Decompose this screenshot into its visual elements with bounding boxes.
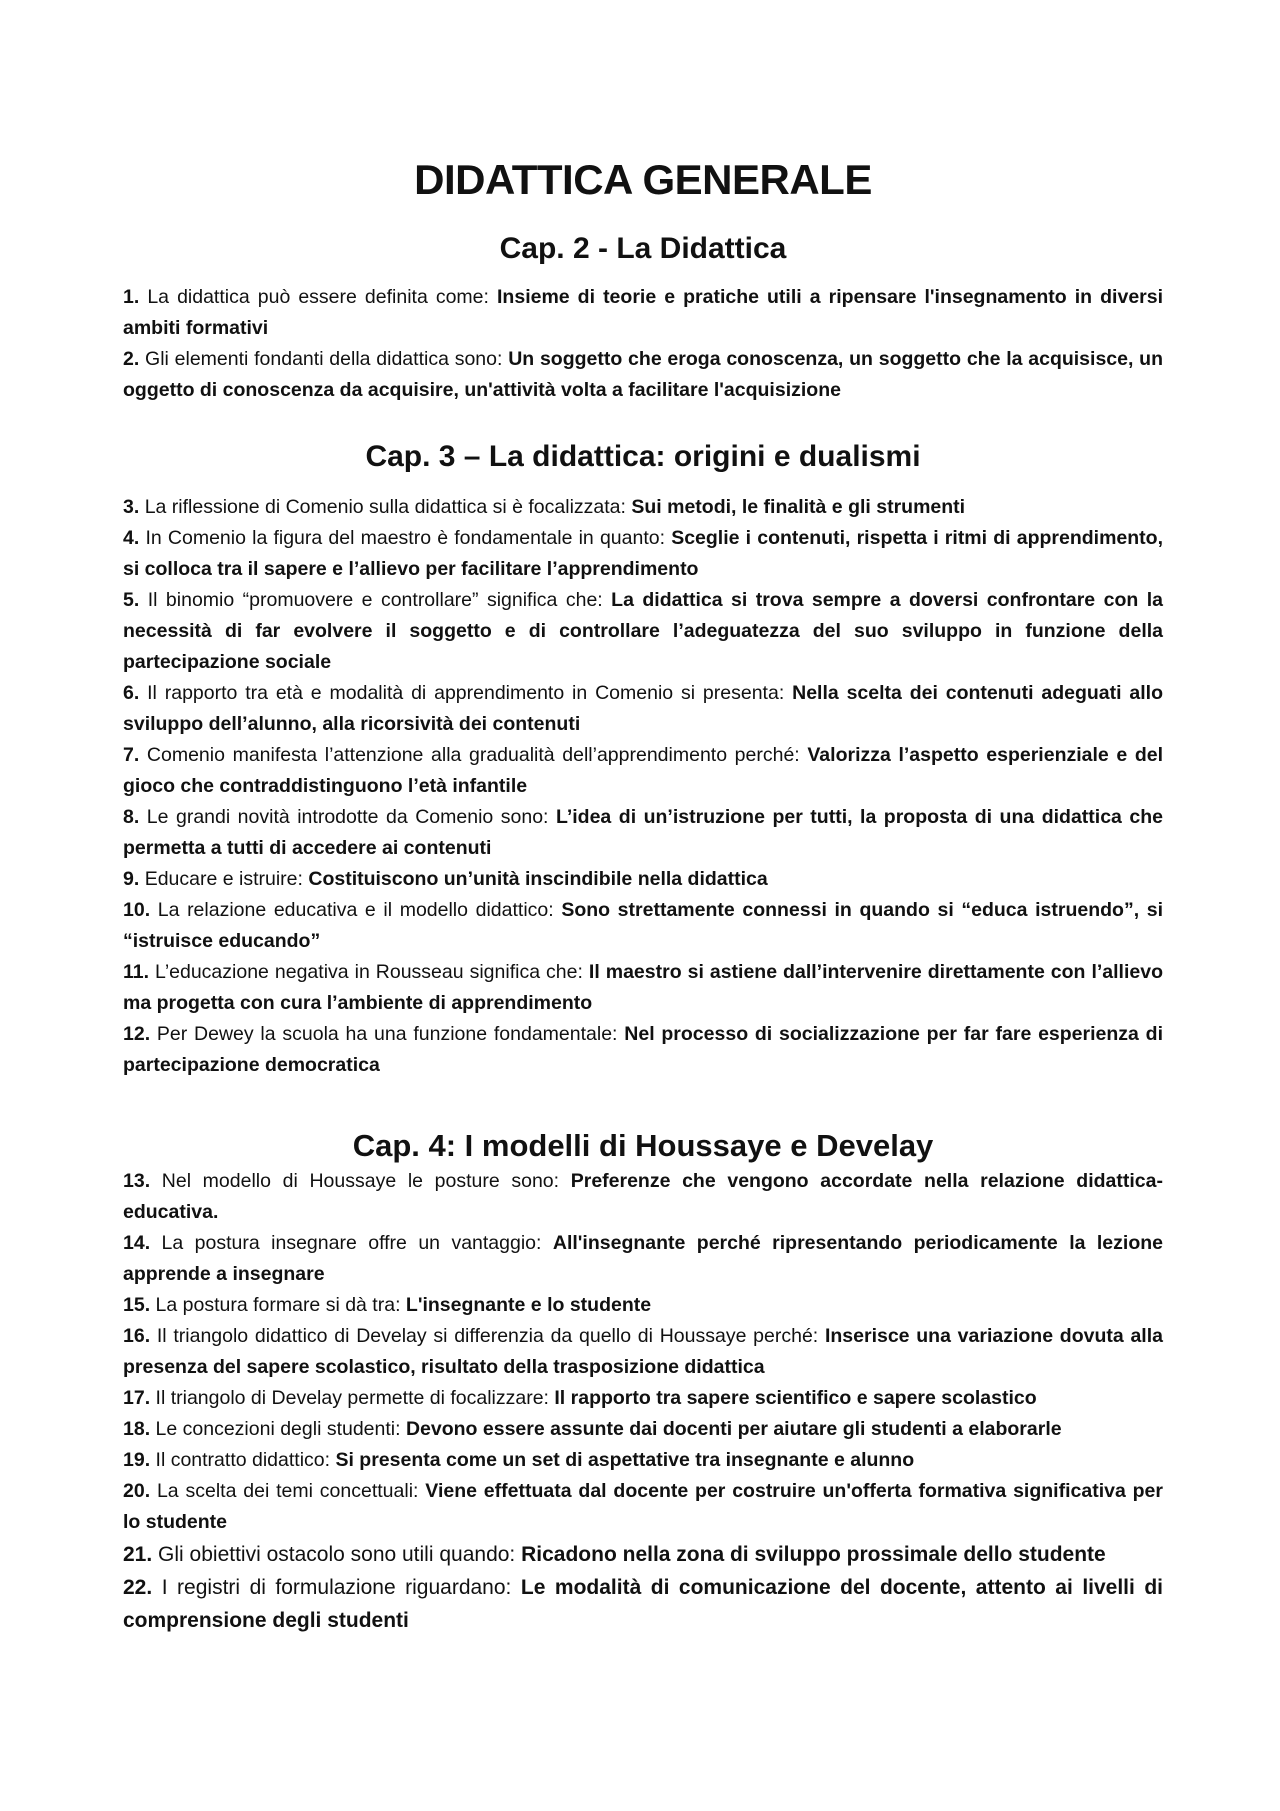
question-number: 9. bbox=[123, 868, 140, 890]
question-answer: Valorizza l’aspetto esperienziale e del gioco che contraddistinguono l’età infantile bbox=[123, 744, 1164, 797]
question-answer: Insieme di teorie e pratiche utili a ripensare l'insegnamento in diversi ambiti formativi bbox=[123, 286, 1164, 339]
question-answer: L'insegnante e lo studente bbox=[405, 1294, 652, 1316]
question-number: 21. bbox=[123, 1543, 153, 1566]
question-number: 22. bbox=[123, 1576, 153, 1599]
chapter-title: Cap. 2 - La Didattica bbox=[499, 232, 787, 265]
question-number: 1. bbox=[123, 286, 140, 308]
question-stem: Per Dewey la scuola ha una funzione fondamentale: bbox=[156, 1023, 618, 1045]
question-number: 19. bbox=[123, 1449, 151, 1471]
question-number: 20. bbox=[123, 1480, 151, 1502]
question-number: 6. bbox=[123, 682, 140, 704]
question-item bbox=[123, 1538, 1163, 1571]
question-answer: Le modalità di comunicazione del docente, attento ai livelli di comprensione degli studenti bbox=[123, 1576, 1164, 1632]
question-list bbox=[123, 282, 1163, 406]
question-stem: Il contratto didattico: bbox=[155, 1449, 331, 1471]
question-answer: Costituiscono un’unità inscindibile nella didattica bbox=[308, 868, 768, 890]
question-item bbox=[123, 864, 1163, 895]
question-item bbox=[123, 802, 1163, 864]
question-stem: I registri di formulazione riguardano: bbox=[161, 1576, 512, 1599]
question-item bbox=[123, 1445, 1163, 1476]
question-stem: La didattica può essere definita come: bbox=[147, 286, 489, 308]
question-item bbox=[123, 1290, 1163, 1321]
question-answer: Un soggetto che eroga conoscenza, un soggetto che la acquisisce, un oggetto di conoscenza da acquisire, un'attività volta a facilitare l'acquisizione bbox=[123, 348, 1163, 401]
question-answer: Il maestro si astiene dall’intervenire direttamente con l’allievo ma progetta con cura l’ambiente di apprendimento bbox=[123, 961, 1163, 1014]
question-item bbox=[123, 1571, 1163, 1637]
question-stem: Gli elementi fondanti della didattica sono: bbox=[145, 348, 503, 370]
question-number: 11. bbox=[123, 961, 150, 983]
question-number: 15. bbox=[123, 1294, 151, 1316]
question-answer: Nella scelta dei contenuti adeguati allo sviluppo dell’alunno, alla ricorsività dei contenuti bbox=[123, 682, 1163, 735]
question-stem: Il binomio “promuovere e controllare” significa che: bbox=[147, 589, 603, 611]
question-stem: Le concezioni degli studenti: bbox=[155, 1418, 401, 1440]
question-number: 5. bbox=[123, 589, 140, 611]
question-item bbox=[123, 957, 1163, 1019]
question-answer: Sceglie i contenuti, rispetta i ritmi di apprendimento, si colloca tra il sapere e l’allievo per facilitare l’apprendimento bbox=[123, 527, 1164, 580]
question-stem: La postura formare si dà tra: bbox=[155, 1294, 401, 1316]
question-answer: Devono essere assunte dai docenti per aiutare gli studenti a elaborarle bbox=[405, 1418, 1062, 1440]
question-answer: Ricadono nella zona di sviluppo prossimale dello studente bbox=[521, 1543, 1106, 1566]
question-number: 18. bbox=[123, 1418, 151, 1440]
document-title: DIDATTICA GENERALE bbox=[414, 156, 872, 203]
question-stem: L’educazione negativa in Rousseau significa che: bbox=[155, 961, 583, 983]
question-list bbox=[123, 492, 1163, 1081]
question-item bbox=[123, 1019, 1163, 1081]
question-stem: Le grandi novità introdotte da Comenio sono: bbox=[146, 806, 549, 828]
question-answer: Preferenze che vengono accordate nella relazione didattica-educativa. bbox=[123, 1170, 1163, 1223]
question-answer: La didattica si trova sempre a doversi confrontare con la necessità di far evolvere il soggetto e di controllare l’adeguatezza del suo sviluppo in funzione della partecipazione sociale bbox=[123, 589, 1163, 673]
question-number: 8. bbox=[123, 806, 140, 828]
question-answer: Sono strettamente connessi in quando si “educa istruendo”, si “istruisce educando” bbox=[123, 899, 1164, 952]
chapter-section bbox=[123, 1128, 1163, 1637]
question-item bbox=[123, 1166, 1163, 1228]
question-answer: Nel processo di socializzazione per far fare esperienza di partecipazione democratica bbox=[123, 1023, 1164, 1076]
question-answer: Il rapporto tra sapere scientifico e sapere scolastico bbox=[554, 1387, 1037, 1409]
question-stem: La riflessione di Comenio sulla didattica si è focalizzata: bbox=[144, 496, 626, 518]
question-number: 4. bbox=[123, 527, 140, 549]
question-stem: Il rapporto tra età e modalità di apprendimento in Comenio si presenta: bbox=[147, 682, 785, 704]
question-stem: Nel modello di Houssaye le posture sono: bbox=[161, 1170, 560, 1192]
question-answer: Sui metodi, le finalità e gli strumenti bbox=[631, 496, 966, 518]
chapter-section bbox=[123, 232, 1163, 406]
question-item bbox=[123, 1228, 1163, 1290]
question-item bbox=[123, 492, 1163, 523]
question-item bbox=[123, 1476, 1163, 1538]
question-answer: Si presenta come un set di aspettative tra insegnante e alunno bbox=[335, 1449, 915, 1471]
question-stem: Il triangolo didattico di Develay si differenzia da quello di Houssaye perché: bbox=[156, 1325, 819, 1347]
question-item bbox=[123, 282, 1163, 344]
question-number: 3. bbox=[123, 496, 140, 518]
question-answer: Inserisce una variazione dovuta alla presenza del sapere scolastico, risultato della trasposizione didattica bbox=[123, 1325, 1163, 1378]
question-stem: La relazione educativa e il modello didattico: bbox=[157, 899, 554, 921]
question-item bbox=[123, 523, 1163, 585]
question-stem: Il triangolo di Develay permette di focalizzare: bbox=[155, 1387, 549, 1409]
chapter-title: Cap. 3 – La didattica: origini e dualismi bbox=[365, 440, 921, 473]
question-number: 13. bbox=[123, 1170, 151, 1192]
question-list bbox=[123, 1166, 1163, 1637]
question-number: 2. bbox=[123, 348, 140, 370]
question-answer: All'insegnante perché ripresentando periodicamente la lezione apprende a insegnare bbox=[123, 1232, 1163, 1285]
question-item bbox=[123, 344, 1163, 406]
chapter-title: Cap. 4: I modelli di Houssaye e Develay bbox=[352, 1128, 934, 1163]
question-number: 7. bbox=[123, 744, 140, 766]
question-item bbox=[123, 1414, 1163, 1445]
question-stem: Educare e istruire: bbox=[144, 868, 303, 890]
question-item bbox=[123, 1321, 1163, 1383]
question-stem: La scelta dei temi concettuali: bbox=[156, 1480, 419, 1502]
question-stem: In Comenio la figura del maestro è fondamentale in quanto: bbox=[145, 527, 666, 549]
question-item bbox=[123, 740, 1163, 802]
question-answer: Viene effettuata dal docente per costruire un'offerta formativa significativa per lo studente bbox=[123, 1480, 1163, 1533]
question-number: 12. bbox=[123, 1023, 151, 1045]
question-stem: Comenio manifesta l’attenzione alla gradualità dell’apprendimento perché: bbox=[146, 744, 800, 766]
question-number: 10. bbox=[123, 899, 151, 921]
question-item bbox=[123, 678, 1163, 740]
question-number: 16. bbox=[123, 1325, 151, 1347]
question-stem: La postura insegnare offre un vantaggio: bbox=[161, 1232, 542, 1254]
question-answer: L’idea di un’istruzione per tutti, la proposta di una didattica che permetta a tutti di accedere ai contenuti bbox=[123, 806, 1164, 859]
question-number: 14. bbox=[123, 1232, 151, 1254]
question-item bbox=[123, 1383, 1163, 1414]
question-item bbox=[123, 895, 1163, 957]
chapter-section bbox=[123, 440, 1163, 1081]
question-stem: Gli obiettivi ostacolo sono utili quando: bbox=[158, 1543, 516, 1566]
question-number: 17. bbox=[123, 1387, 151, 1409]
question-item bbox=[123, 585, 1163, 678]
